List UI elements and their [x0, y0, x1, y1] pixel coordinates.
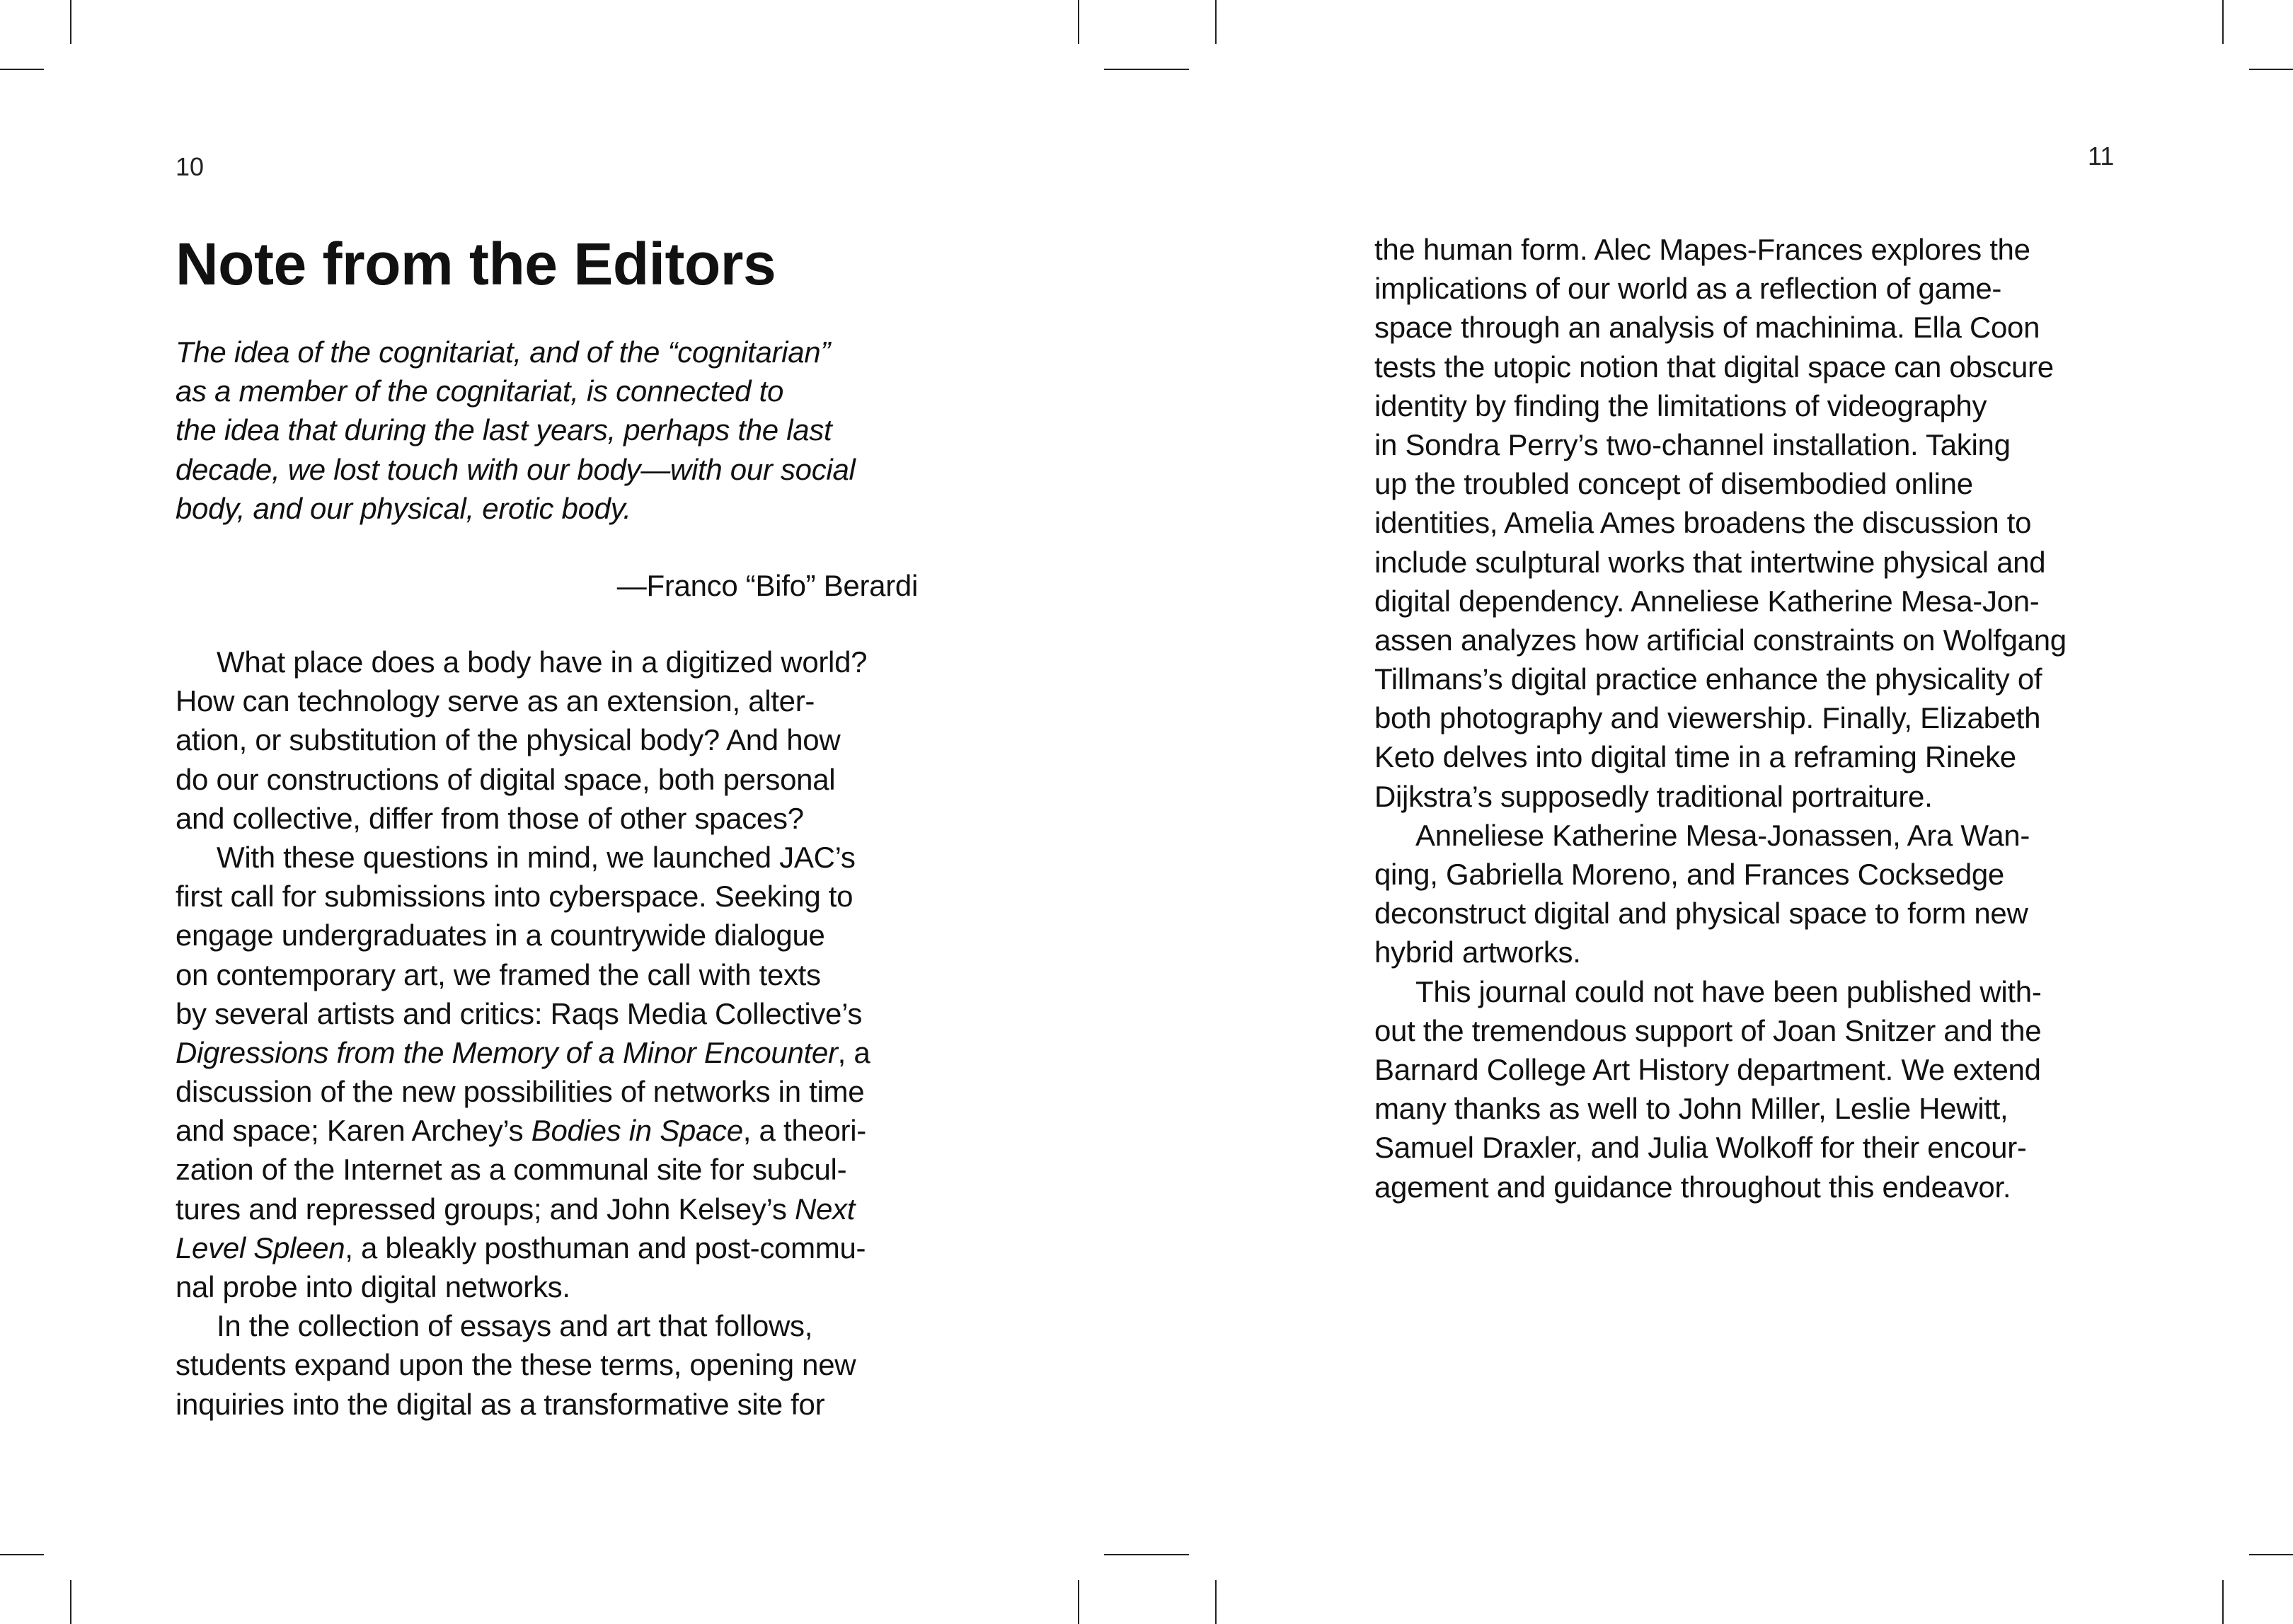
text-segment: With these questions in mind, we launched JAC’s [217, 840, 856, 874]
text-line [176, 1306, 870, 1345]
text-segment: Samuel Draxler, and Julia Wolkoff for their encour- [1374, 1131, 2027, 1165]
text-segment: nal probe into digital networks. [176, 1270, 570, 1303]
text-segment: in Sondra Perry’s two-channel installation. Taking [1374, 427, 2011, 461]
text-segment: assen analyzes how artificial constraints on Wolfgang [1374, 623, 2067, 657]
text-line [1374, 1011, 2067, 1050]
italic-title-text: Digressions from the Memory of a Minor Encounter [176, 1035, 838, 1069]
crop-mark [0, 1554, 44, 1555]
crop-mark [1215, 0, 1217, 44]
crop-mark [2222, 0, 2224, 44]
epigraph-line: the idea that during the last years, perhaps the last [176, 413, 832, 447]
text-segment: ation, or substitution of the physical body? And how [176, 723, 841, 757]
text-line [176, 994, 870, 1033]
text-segment: What place does a body have in a digitized world? [217, 645, 868, 679]
text-segment: In the collection of essays and art that follows, [217, 1309, 813, 1343]
text-line [1374, 972, 2067, 1011]
text-line [176, 1150, 870, 1189]
text-segment: up the troubled concept of disembodied online [1374, 467, 1973, 501]
text-segment: , a theori- [742, 1114, 866, 1148]
text-segment: Barnard College Art History department. We extend [1374, 1052, 2041, 1086]
text-segment: on contemporary art, we framed the call with texts [176, 957, 821, 991]
text-line [1374, 816, 2067, 855]
text-line [1374, 1128, 2067, 1167]
text-segment: include sculptural works that intertwine physical and [1374, 545, 2046, 579]
text-line [1374, 543, 2067, 582]
text-line [1374, 933, 2067, 972]
text-segment: identities, Amelia Ames broadens the discussion to [1374, 506, 2032, 540]
text-line [1374, 1050, 2067, 1089]
text-line [1374, 894, 2067, 933]
text-segment: Tillmans’s digital practice enhance the physicality of [1374, 662, 2042, 696]
text-segment: How can technology serve as an extension, alter- [176, 684, 815, 718]
text-line [1374, 582, 2067, 621]
text-line [1374, 737, 2067, 776]
text-line [176, 1033, 870, 1072]
text-line [176, 877, 870, 916]
text-segment: students expand upon the these terms, opening new [176, 1348, 856, 1382]
page-title: Note from the Editors [176, 231, 776, 297]
italic-title-text: Next [794, 1192, 856, 1226]
text-segment: out the tremendous support of Joan Snitzer and the [1374, 1013, 2042, 1047]
text-segment: zation of the Internet as a communal site for subcul- [176, 1153, 847, 1187]
text-segment: inquiries into the digital as a transformative site for [176, 1387, 825, 1421]
text-line [176, 1385, 870, 1424]
crop-mark [1104, 1554, 1189, 1555]
text-line [176, 955, 870, 994]
crop-mark [2222, 1580, 2224, 1624]
epigraph-attribution: —Franco “Bifo” Berardi [616, 569, 918, 602]
crop-mark [1078, 1580, 1079, 1624]
epigraph [176, 333, 856, 528]
text-segment: discussion of the new possibilities of networks in time [176, 1075, 865, 1109]
right-body-text [1374, 230, 2067, 1207]
epigraph-line: decade, we lost touch with our body—with our social [176, 452, 856, 486]
text-segment: identity by finding the limitations of videography [1374, 388, 1987, 422]
crop-mark [1215, 1580, 1217, 1624]
text-segment: qing, Gabriella Moreno, and Frances Cocksedge [1374, 858, 2004, 891]
text-segment: many thanks as well to John Miller, Leslie Hewitt, [1374, 1092, 2008, 1126]
text-segment: by several artists and critics: Raqs Media Collective’s [176, 996, 863, 1030]
text-line [1374, 777, 2067, 816]
text-line [1374, 347, 2067, 386]
text-line [1374, 425, 2067, 464]
text-line [1374, 698, 2067, 737]
epigraph-line: body, and our physical, erotic body. [176, 491, 631, 525]
text-line [176, 1072, 870, 1111]
text-line [1374, 386, 2067, 425]
italic-title-text: Bodies in Space [531, 1114, 743, 1148]
text-line [176, 720, 870, 759]
text-segment: Anneliese Katherine Mesa-Jonassen, Ara Wan- [1415, 818, 2030, 852]
text-line [176, 643, 870, 681]
text-segment: hybrid artworks. [1374, 935, 1581, 969]
page-number-left: 10 [176, 152, 205, 181]
text-line [1374, 503, 2067, 542]
text-segment: the human form. Alec Mapes-Frances explores the [1374, 233, 2030, 266]
text-line [176, 799, 870, 838]
text-segment: deconstruct digital and physical space to form new [1374, 897, 2028, 931]
text-segment: space through an analysis of machinima. Ella Coon [1374, 311, 2040, 345]
crop-mark [1104, 69, 1189, 70]
text-segment: Keto delves into digital time in a reframing Rineke [1374, 740, 2016, 774]
text-line [1374, 308, 2067, 347]
text-segment: digital dependency. Anneliese Katherine Mesa-Jon- [1374, 584, 2040, 618]
text-line [176, 760, 870, 799]
text-line [176, 1345, 870, 1384]
text-line [1374, 660, 2067, 698]
text-line [1374, 464, 2067, 503]
text-line [1374, 230, 2067, 269]
text-line [176, 1111, 870, 1150]
crop-mark [1078, 0, 1079, 44]
text-line [1374, 855, 2067, 894]
text-segment: agement and guidance throughout this endeavor. [1374, 1170, 2011, 1204]
epigraph-line: as a member of the cognitariat, is connected to [176, 374, 784, 408]
text-line [1374, 1089, 2067, 1128]
text-segment: engage undergraduates in a countrywide dialogue [176, 918, 825, 952]
text-segment: and space; Karen Archey’s [176, 1114, 531, 1148]
italic-title-text: Level Spleen [176, 1231, 345, 1265]
text-segment: This journal could not have been published with- [1415, 974, 2042, 1008]
text-segment: Dijkstra’s supposedly traditional portraiture. [1374, 779, 1933, 813]
text-line [176, 838, 870, 877]
crop-mark [0, 69, 44, 70]
text-segment: , a bleakly posthuman and post-commu- [345, 1231, 866, 1265]
text-segment: tests the utopic notion that digital space can obscure [1374, 350, 2054, 384]
text-segment: and collective, differ from those of other spaces? [176, 801, 804, 835]
left-body-text [176, 643, 870, 1424]
crop-mark [2249, 1554, 2293, 1555]
text-line [1374, 269, 2067, 308]
crop-mark [70, 0, 71, 44]
text-segment: implications of our world as a reflection of game- [1374, 272, 2002, 306]
text-line [176, 1190, 870, 1228]
crop-mark [70, 1580, 71, 1624]
crop-mark [2249, 69, 2293, 70]
text-line [1374, 1168, 2067, 1207]
epigraph-line: The idea of the cognitariat, and of the “cognitarian” [176, 335, 831, 369]
text-segment: do our constructions of digital space, both personal [176, 762, 836, 796]
text-line [176, 681, 870, 720]
text-line [176, 916, 870, 955]
text-line [176, 1228, 870, 1267]
text-segment: first call for submissions into cyberspace. Seeking to [176, 880, 854, 914]
text-segment: , a [837, 1035, 870, 1069]
text-line [176, 1267, 870, 1306]
text-segment: tures and repressed groups; and John Kelsey’s [176, 1192, 795, 1226]
text-line [1374, 621, 2067, 660]
text-segment: both photography and viewership. Finally, Elizabeth [1374, 701, 2041, 735]
page-number-right: 11 [2088, 142, 2115, 171]
